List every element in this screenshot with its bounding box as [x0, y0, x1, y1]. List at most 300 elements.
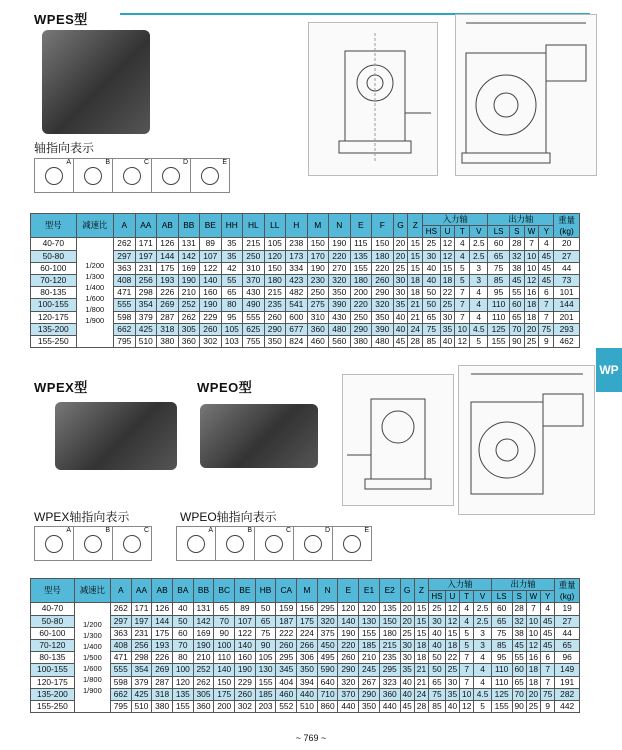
value-cell: 190 [193, 639, 214, 651]
value-cell: 160 [200, 287, 222, 299]
value-cell: 231 [135, 262, 157, 274]
value-cell: 135 [379, 603, 400, 615]
value-cell: 3 [470, 262, 488, 274]
wpes-front-drawing [308, 22, 438, 176]
value-cell: 100 [214, 639, 235, 651]
value-cell: 5 [455, 274, 470, 286]
value-cell: 191 [555, 676, 580, 688]
model-cell: 120-175 [31, 676, 75, 688]
value-cell: 860 [317, 700, 338, 712]
value-cell: 90 [214, 627, 235, 639]
value-cell: 4 [474, 652, 491, 664]
value-cell: 710 [317, 688, 338, 700]
value-cell: 50 [255, 603, 276, 615]
model-cell: 120-175 [31, 311, 77, 323]
value-cell: 15 [445, 627, 459, 639]
shaft-icon [45, 167, 63, 185]
value-cell: 460 [307, 335, 329, 347]
wpes-axis-label: 轴指向表示 [34, 141, 95, 155]
value-cell: 85 [423, 335, 440, 347]
value-cell: 552 [276, 700, 297, 712]
ratio-value: 1/900 [85, 315, 105, 325]
value-cell: 390 [329, 299, 351, 311]
value-cell: 4 [474, 676, 491, 688]
column-header: CA [276, 579, 297, 603]
wpex-direction-strip [34, 526, 152, 561]
drawing-svg [309, 23, 437, 175]
value-cell: 190 [338, 627, 359, 639]
value-cell: 70 [214, 615, 235, 627]
value-cell: 65 [509, 311, 524, 323]
value-cell: 28 [414, 700, 428, 712]
value-cell: 297 [110, 615, 131, 627]
model-cell: 70-120 [31, 274, 77, 286]
value-cell: 20 [526, 688, 540, 700]
output-subheader: W [524, 226, 539, 238]
value-cell: 55 [512, 652, 526, 664]
value-cell: 541 [286, 299, 308, 311]
value-cell: 122 [235, 627, 256, 639]
value-cell: 185 [255, 688, 276, 700]
ratio-value: 1/800 [82, 675, 102, 685]
value-cell: 180 [350, 274, 372, 286]
value-cell: 7 [460, 676, 474, 688]
value-cell: 394 [297, 676, 318, 688]
direction-box [293, 526, 332, 561]
value-cell: 22 [440, 287, 455, 299]
ratio-cell [74, 603, 110, 713]
value-cell: 510 [131, 700, 152, 712]
value-cell: 75 [255, 627, 276, 639]
shaft-icon [201, 167, 219, 185]
value-cell: 7 [524, 238, 539, 250]
wpex-side-drawing [458, 365, 595, 515]
value-cell: 155 [491, 700, 512, 712]
value-cell: 45 [541, 639, 555, 651]
input-subheader: T [460, 591, 474, 603]
value-cell: 175 [152, 627, 173, 639]
value-cell: 4 [455, 250, 470, 262]
value-cell: 150 [379, 615, 400, 627]
value-cell: 290 [264, 323, 286, 335]
value-cell: 7 [455, 287, 470, 299]
value-cell: 89 [200, 238, 222, 250]
model-cell: 155-250 [31, 335, 77, 347]
column-header: HL [243, 214, 265, 238]
input-subheader: HS [429, 591, 446, 603]
value-cell: 193 [152, 639, 173, 651]
value-cell: 25 [400, 627, 414, 639]
value-cell: 350 [329, 287, 351, 299]
value-cell: 150 [264, 262, 286, 274]
value-cell: 200 [214, 700, 235, 712]
model-cell: 155-250 [31, 700, 75, 712]
ratio-cell [76, 238, 113, 348]
value-cell: 190 [178, 274, 200, 286]
value-cell: 25 [393, 262, 408, 274]
input-subheader: V [470, 226, 488, 238]
value-cell: 169 [193, 627, 214, 639]
value-cell: 510 [297, 700, 318, 712]
value-cell: 510 [135, 335, 157, 347]
value-cell: 45 [539, 250, 554, 262]
value-cell: 130 [255, 664, 276, 676]
weight-label: 重量 [558, 214, 576, 225]
value-cell: 6 [541, 652, 555, 664]
value-cell: 50 [429, 664, 446, 676]
shaft-icon [304, 535, 322, 553]
value-cell: 142 [178, 250, 200, 262]
wpes-title-cn: 型 [74, 12, 88, 27]
weight-label: 重量 [558, 579, 576, 590]
column-header: N [329, 214, 351, 238]
direction-letter: A [66, 527, 71, 534]
value-cell: 144 [152, 615, 173, 627]
value-cell: 350 [359, 700, 380, 712]
value-cell: 155 [350, 262, 372, 274]
value-cell: 305 [193, 688, 214, 700]
value-cell: 795 [114, 335, 136, 347]
value-cell: 27 [555, 615, 580, 627]
value-cell: 70 [512, 688, 526, 700]
value-cell: 175 [157, 262, 179, 274]
model-cell: 135-200 [31, 688, 75, 700]
value-cell: 4.5 [470, 323, 488, 335]
value-cell: 122 [200, 262, 222, 274]
column-header: BE [200, 214, 222, 238]
value-cell: 45 [400, 700, 414, 712]
value-cell: 262 [193, 676, 214, 688]
value-cell: 160 [235, 652, 256, 664]
value-cell: 95 [488, 287, 510, 299]
value-cell: 12 [440, 250, 455, 262]
value-cell: 140 [235, 639, 256, 651]
model-cell: 50-80 [31, 615, 75, 627]
column-header: E [338, 579, 359, 603]
value-cell: 230 [307, 274, 329, 286]
value-cell: 220 [350, 299, 372, 311]
value-cell: 10 [526, 627, 540, 639]
direction-box [190, 158, 230, 193]
table-row [31, 688, 580, 700]
value-cell: 155 [488, 335, 510, 347]
value-cell: 150 [307, 238, 329, 250]
value-cell: 4 [455, 238, 470, 250]
value-cell: 25 [429, 603, 446, 615]
value-cell: 4 [470, 299, 488, 311]
value-cell: 215 [243, 238, 265, 250]
value-cell: 35 [445, 688, 459, 700]
value-cell: 150 [372, 238, 394, 250]
table-row [31, 287, 580, 299]
value-cell: 75 [539, 323, 554, 335]
value-cell: 15 [440, 262, 455, 274]
shaft-icon [162, 167, 180, 185]
value-cell: 4 [470, 287, 488, 299]
value-cell: 156 [297, 603, 318, 615]
value-cell: 555 [110, 664, 131, 676]
value-cell: 10 [526, 615, 540, 627]
section-tab: WP [596, 348, 622, 392]
value-cell: 25 [524, 335, 539, 347]
wpes-product-photo [42, 30, 150, 134]
input-subheader: U [445, 591, 459, 603]
wpeo-title-cn: 型 [238, 380, 253, 395]
direction-box [215, 526, 254, 561]
value-cell: 290 [359, 688, 380, 700]
value-cell: 490 [243, 299, 265, 311]
value-cell: 140 [200, 274, 222, 286]
value-cell: 5 [460, 639, 474, 651]
value-cell: 302 [235, 700, 256, 712]
value-cell: 480 [372, 335, 394, 347]
value-cell: 185 [359, 639, 380, 651]
value-cell: 19 [555, 603, 580, 615]
value-cell: 28 [509, 238, 524, 250]
input-shaft-header: 入力轴 [423, 214, 488, 226]
input-subheader: HS [423, 226, 440, 238]
value-cell: 297 [114, 250, 136, 262]
value-cell: 215 [264, 287, 286, 299]
value-cell: 598 [110, 676, 131, 688]
value-cell: 260 [372, 274, 394, 286]
value-cell: 600 [286, 311, 308, 323]
value-cell: 5 [474, 700, 491, 712]
value-cell: 440 [379, 700, 400, 712]
value-cell: 423 [286, 274, 308, 286]
column-header: BC [214, 579, 235, 603]
value-cell: 85 [488, 274, 510, 286]
value-cell: 28 [512, 603, 526, 615]
shaft-icon [84, 167, 102, 185]
value-cell: 30 [393, 274, 408, 286]
value-cell: 12 [524, 274, 539, 286]
wpes-direction-strip [34, 158, 230, 193]
value-cell: 229 [200, 311, 222, 323]
value-cell: 231 [131, 627, 152, 639]
value-cell: 75 [423, 323, 440, 335]
value-cell: 408 [114, 274, 136, 286]
value-cell: 305 [178, 323, 200, 335]
value-cell: 360 [379, 688, 400, 700]
model-cell: 40-70 [31, 238, 77, 250]
value-cell: 310 [307, 311, 329, 323]
value-cell: 180 [264, 274, 286, 286]
value-cell: 363 [114, 262, 136, 274]
value-cell: 440 [338, 700, 359, 712]
value-cell: 269 [152, 664, 173, 676]
value-cell: 40 [429, 627, 446, 639]
value-cell: 25 [423, 238, 440, 250]
value-cell: 35 [440, 323, 455, 335]
value-cell: 235 [264, 299, 286, 311]
value-cell: 65 [429, 676, 446, 688]
value-cell: 310 [243, 262, 265, 274]
column-header: 减速比 [76, 214, 113, 238]
value-cell: 30 [445, 676, 459, 688]
column-header: G [400, 579, 414, 603]
value-cell: 70 [509, 323, 524, 335]
value-cell: 425 [135, 323, 157, 335]
value-cell: 125 [488, 323, 510, 335]
value-cell: 440 [297, 688, 318, 700]
value-cell: 3 [474, 639, 491, 651]
column-header: E1 [359, 579, 380, 603]
column-header: G [393, 214, 408, 238]
value-cell: 30 [440, 311, 455, 323]
value-cell: 25 [445, 664, 459, 676]
value-cell: 50 [423, 299, 440, 311]
value-cell: 7 [526, 603, 540, 615]
value-cell: 2.5 [470, 238, 488, 250]
value-cell: 18 [524, 299, 539, 311]
value-cell: 115 [350, 238, 372, 250]
value-cell: 350 [372, 311, 394, 323]
column-header: BA [172, 579, 193, 603]
value-cell: 140 [338, 615, 359, 627]
value-cell: 96 [555, 652, 580, 664]
value-cell: 107 [235, 615, 256, 627]
column-header: 减速比 [74, 579, 110, 603]
value-cell: 2.5 [470, 250, 488, 262]
value-cell: 60 [172, 627, 193, 639]
value-cell: 320 [317, 615, 338, 627]
weight-unit: (kg) [559, 225, 574, 236]
value-cell: 175 [214, 688, 235, 700]
value-cell: 7 [460, 652, 474, 664]
wpex-title-cn: 型 [74, 380, 88, 395]
value-cell: 482 [286, 287, 308, 299]
column-header: M [297, 579, 318, 603]
ratio-value: 1/300 [82, 631, 102, 641]
value-cell: 20 [554, 238, 580, 250]
value-cell: 110 [488, 299, 510, 311]
value-cell: 120 [172, 676, 193, 688]
wpeo-direction-strip [176, 526, 372, 561]
value-cell: 30 [400, 652, 414, 664]
direction-box [151, 158, 190, 193]
value-cell: 21 [414, 676, 428, 688]
value-cell: 200 [350, 287, 372, 299]
value-cell: 7 [539, 299, 554, 311]
output-subheader: Y [539, 226, 554, 238]
ratio-value: 1/200 [82, 620, 102, 630]
value-cell: 334 [286, 262, 308, 274]
wpeo-product-photo [200, 404, 318, 468]
table-row [31, 615, 580, 627]
value-cell: 238 [286, 238, 308, 250]
table-row [31, 639, 580, 651]
value-cell: 90 [512, 700, 526, 712]
table-row [31, 238, 580, 250]
value-cell: 220 [338, 639, 359, 651]
value-cell: 7 [455, 311, 470, 323]
wpes-side-drawing [455, 14, 597, 176]
value-cell: 256 [135, 274, 157, 286]
direction-letter: E [222, 159, 227, 166]
value-cell: 180 [379, 627, 400, 639]
model-cell: 60-100 [31, 262, 77, 274]
value-cell: 275 [307, 299, 329, 311]
value-cell: 260 [276, 639, 297, 651]
value-cell: 155 [172, 700, 193, 712]
direction-letter: C [143, 159, 149, 166]
value-cell: 171 [131, 603, 152, 615]
value-cell: 471 [110, 652, 131, 664]
value-cell: 45 [393, 335, 408, 347]
value-cell: 40 [423, 274, 440, 286]
value-cell: 12 [460, 700, 474, 712]
value-cell: 144 [554, 299, 580, 311]
value-cell: 42 [221, 262, 243, 274]
wpex-title [34, 377, 88, 396]
ratio-value: 1/300 [85, 271, 105, 281]
value-cell: 210 [193, 652, 214, 664]
value-cell: 662 [114, 323, 136, 335]
value-cell: 175 [297, 615, 318, 627]
value-cell: 24 [408, 323, 423, 335]
ratio-value: 1/900 [82, 686, 102, 696]
column-header: HH [221, 214, 243, 238]
value-cell: 235 [379, 652, 400, 664]
value-cell: 28 [408, 335, 423, 347]
output-subheader: W [526, 591, 540, 603]
drawing-svg [459, 366, 594, 514]
value-cell: 755 [243, 335, 265, 347]
table-row [31, 262, 580, 274]
value-cell: 293 [554, 323, 580, 335]
value-cell: 250 [350, 311, 372, 323]
value-cell: 50 [172, 615, 193, 627]
value-cell: 824 [286, 335, 308, 347]
value-cell: 4 [539, 238, 554, 250]
column-header: A [114, 214, 136, 238]
value-cell: 298 [135, 287, 157, 299]
direction-letter: B [105, 527, 110, 534]
value-cell: 262 [178, 311, 200, 323]
wpes-spec-table [30, 213, 580, 348]
value-cell: 460 [276, 688, 297, 700]
value-cell: 126 [152, 603, 173, 615]
value-cell: 105 [255, 652, 276, 664]
value-cell: 2.5 [474, 603, 491, 615]
wpes-title [34, 9, 88, 28]
value-cell: 15 [414, 603, 428, 615]
value-cell: 70 [172, 639, 193, 651]
value-cell: 20 [524, 323, 539, 335]
value-cell: 173 [286, 250, 308, 262]
value-cell: 24 [414, 688, 428, 700]
value-cell: 5 [455, 262, 470, 274]
value-cell: 120 [264, 250, 286, 262]
value-cell: 15 [408, 250, 423, 262]
wpes-title-text: WPES [34, 12, 75, 27]
shaft-icon [123, 535, 141, 553]
value-cell: 380 [350, 335, 372, 347]
ratio-value: 1/500 [82, 653, 102, 663]
direction-letter: D [324, 527, 330, 534]
value-cell: 25 [440, 299, 455, 311]
value-cell: 40 [400, 688, 414, 700]
value-cell: 10 [524, 262, 539, 274]
weight-unit: (kg) [559, 590, 575, 601]
shaft-icon [84, 535, 102, 553]
value-cell: 442 [555, 700, 580, 712]
wpex-axis-label: WPEX轴指向表示 [34, 510, 130, 524]
column-header: M [307, 214, 329, 238]
shaft-icon [187, 535, 205, 553]
model-cell: 100-155 [31, 664, 75, 676]
